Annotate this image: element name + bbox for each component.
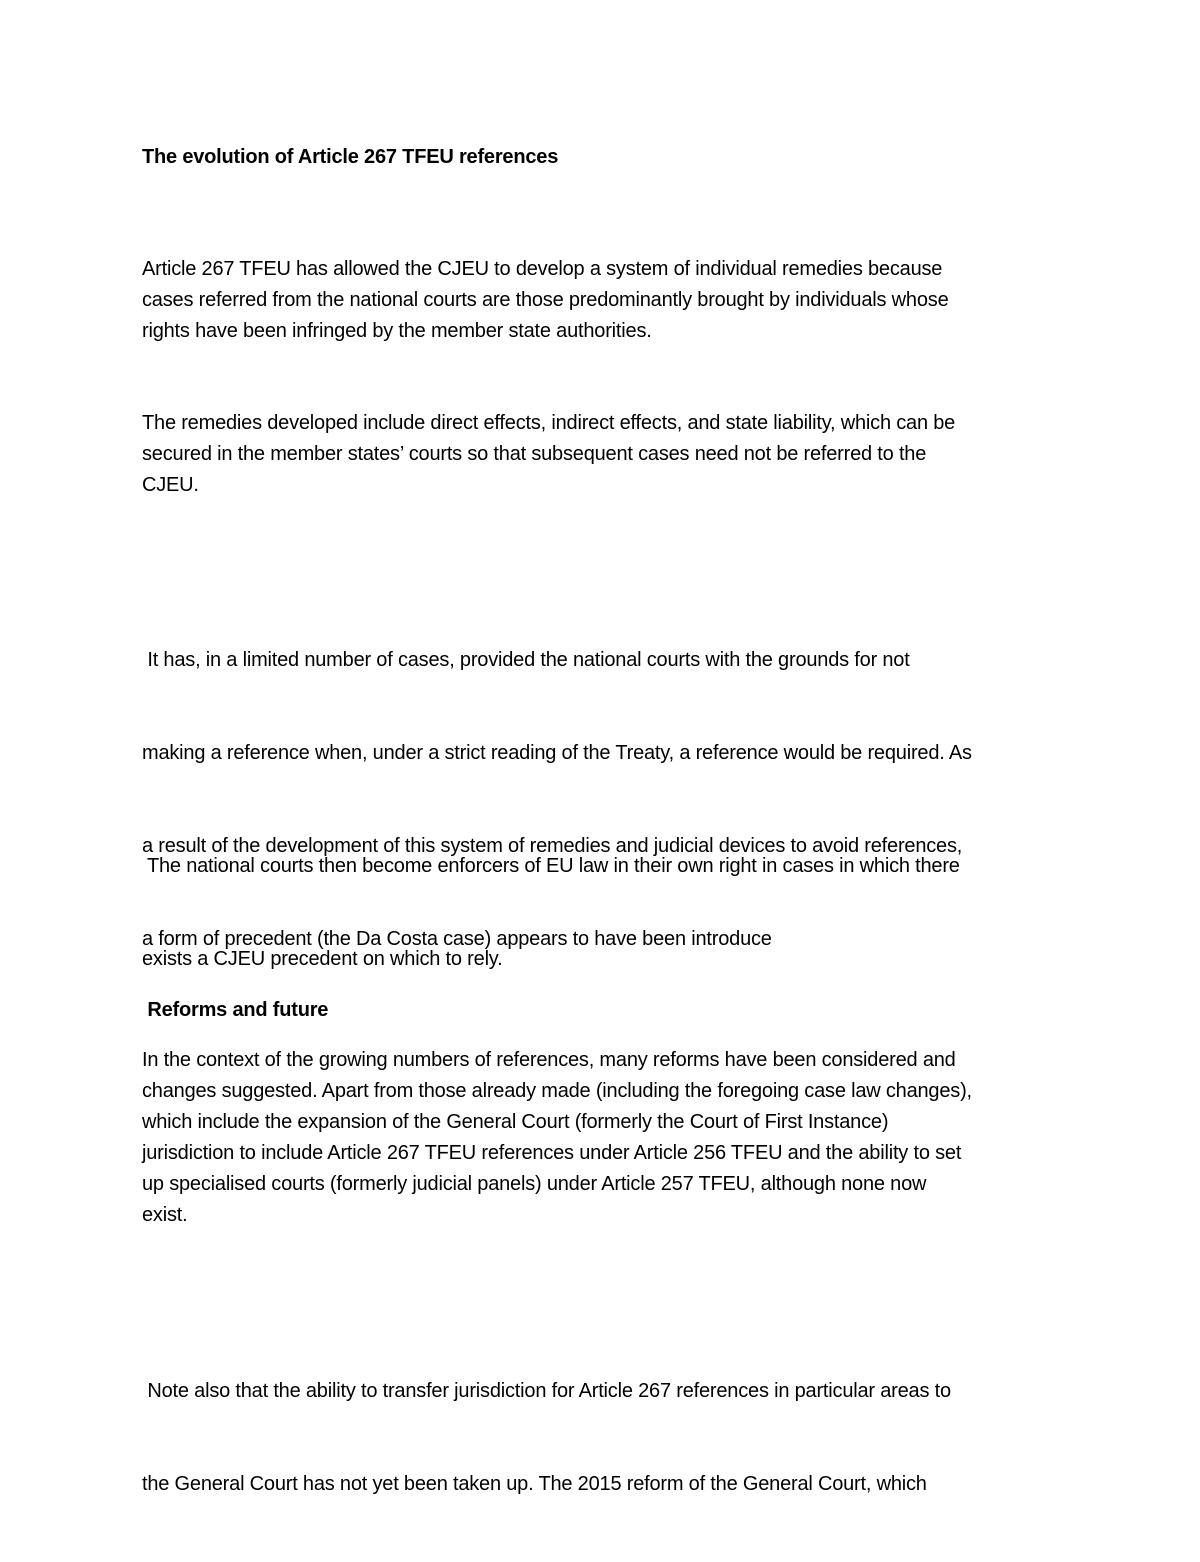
paragraph-line: exists a CJEU precedent on which to rely.	[142, 948, 503, 970]
paragraph-line: up specialised courts (formerly judicial panels) under Article 257 TFEU, although none now	[142, 1173, 927, 1195]
paragraph-line: It has, in a limited number of cases, provided the national courts with the grounds for not	[142, 649, 910, 671]
paragraph-line: Article 267 TFEU has allowed the CJEU to develop a system of individual remedies because	[142, 258, 943, 280]
paragraph-line: changes suggested. Apart from those already made (including the foregoing case law changes),	[142, 1080, 972, 1102]
paragraph-2	[142, 408, 1062, 501]
paragraph-line: the General Court has not yet been taken up. The 2015 reform of the General Court, which	[142, 1473, 927, 1495]
paragraph-6	[142, 1314, 1062, 1562]
paragraph-line: jurisdiction to include Article 267 TFEU references under Article 256 TFEU and the ability to set	[142, 1142, 962, 1164]
paragraph-line: which include the expansion of the General Court (formerly the Court of First Instance)	[142, 1111, 889, 1133]
paragraph-5	[142, 1045, 1062, 1231]
paragraph-1	[142, 254, 1062, 347]
paragraph-line: In the context of the growing numbers of references, many reforms have been considered and	[142, 1049, 956, 1071]
document-title	[142, 142, 1062, 173]
paragraph-line: cases referred from the national courts are those predominantly brought by individuals whose	[142, 289, 949, 311]
paragraph-line: The national courts then become enforcers of EU law in their own right in cases in which there	[142, 855, 960, 877]
paragraph-line: CJEU.	[142, 474, 199, 496]
paragraph-line: making a reference when, under a strict reading of the Treaty, a reference would be required. As	[142, 742, 972, 764]
paragraph-line: a form of precedent (the Da Costa case) appears to have been introduce	[142, 928, 772, 950]
paragraph-line: exist.	[142, 1204, 188, 1226]
paragraph-line: secured in the member states’ courts so that subsequent cases need not be referred to the	[142, 443, 927, 465]
paragraph-line: The remedies developed include direct effects, indirect effects, and state liability, which can be	[142, 412, 956, 434]
paragraph-line: Note also that the ability to transfer jurisdiction for Article 267 references in particular areas to	[142, 1380, 951, 1402]
document-title-text: The evolution of Article 267 TFEU references	[142, 146, 559, 168]
paragraph-line: rights have been infringed by the member state authorities.	[142, 320, 652, 342]
section-heading-text: Reforms and future	[142, 999, 329, 1021]
paragraph-line: a result of the development of this system of remedies and judicial devices to avoid references,	[142, 835, 963, 857]
